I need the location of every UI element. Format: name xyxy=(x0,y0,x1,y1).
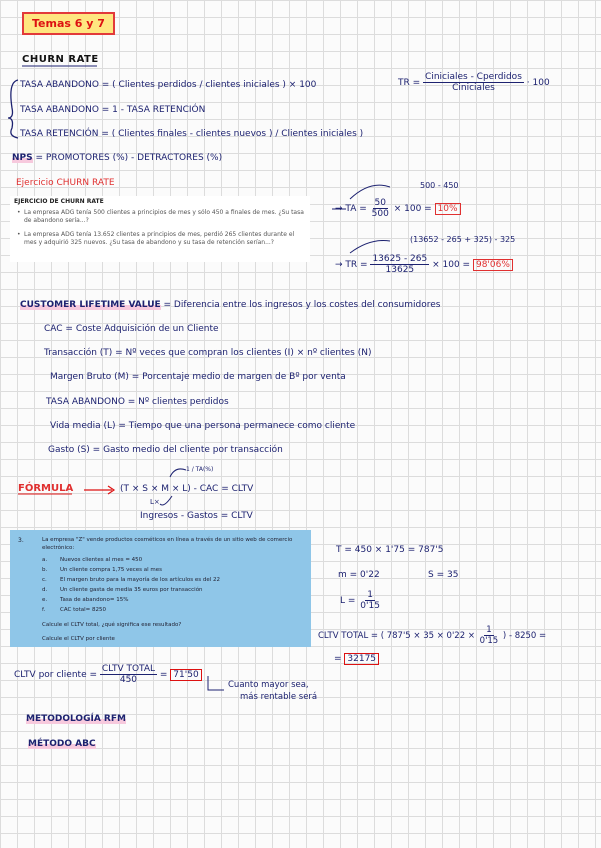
cltv-def-cac: CAC = Coste Adquisición de un Cliente xyxy=(44,324,219,334)
cltv-heading: CUSTOMER LIFETIME VALUE xyxy=(20,300,161,310)
ta-result: 10% xyxy=(435,203,461,215)
page-title: Temas 6 y 7 xyxy=(22,12,115,35)
problem-intro: La empresa "Z" vende productos cosméticos en línea a través de un sitio web de comercio electrónico: xyxy=(42,537,293,551)
arrow-right-icon: → xyxy=(335,260,343,270)
item-text: CAC total= 8250 xyxy=(60,607,107,613)
problem-panel xyxy=(10,530,311,647)
item-letter: c. xyxy=(42,577,47,583)
solution-t: T = 450 × 1'75 = 787'5 xyxy=(336,545,444,555)
churn-heading: CHURN RATE xyxy=(22,54,99,65)
total-result: 32175 xyxy=(344,653,379,665)
tr-annotation: (13652 - 265 + 325) - 325 xyxy=(410,235,516,244)
nps-body: = PROMOTORES (%) - DETRACTORES (%) xyxy=(35,153,223,163)
l-denominator: 0'15 xyxy=(360,601,380,611)
item-text: Un cliente gasta de media 35 euros por transacción xyxy=(60,587,203,593)
per-denominator: 450 xyxy=(119,675,138,685)
tr-denominator: Ciniciales xyxy=(452,83,495,93)
tr-numerator: Ciniciales - Cperdidos xyxy=(425,72,522,82)
item-letter: b. xyxy=(42,567,48,573)
exercise-label: Ejercicio CHURN RATE xyxy=(16,178,115,188)
nps-formula xyxy=(12,153,222,163)
solution-total-result-line: = 32175 xyxy=(334,654,379,664)
item-text: El margen bruto para la mayoría de los artículos es del 22 xyxy=(60,577,221,583)
tr-ex-tail: × 100 = xyxy=(432,260,471,270)
item-letter: a. xyxy=(42,557,48,563)
l-numerator: 1 xyxy=(367,590,373,600)
cltv-formula: (T × S × M × L) - CAC = CLTV xyxy=(120,484,254,494)
exercise-item-1: • La empresa ADG tenía 500 clientes a principios de mes y sólo 450 a finales de mes. ¿Su tasa de abandono sería...? xyxy=(24,209,306,225)
item-text: Tasa de abandono= 15% xyxy=(60,597,129,603)
item-letter: d. xyxy=(42,587,48,593)
solution-cltv-total xyxy=(318,625,546,646)
total-fraction-num: 1 xyxy=(486,625,492,635)
method-rfm-label: METODOLOGÍA RFM xyxy=(26,714,126,724)
l-label: L = xyxy=(340,596,356,606)
problem-item xyxy=(42,567,162,573)
tr-ex-label: TR = xyxy=(345,260,368,270)
formula-label: TASA RETENCIÓN = xyxy=(20,129,112,139)
item-text: Nuevos clientes al mes = 450 xyxy=(60,557,143,563)
method-rfm xyxy=(26,714,126,724)
item-letter: e. xyxy=(42,597,48,603)
per-result: 71'50 xyxy=(170,669,201,681)
problem-item xyxy=(42,597,128,603)
ta-label: TA = xyxy=(345,204,367,214)
method-abc xyxy=(28,739,96,749)
arrow-right-icon: → xyxy=(335,204,343,214)
exercise-panel-heading: EJERCICIO DE CHURN RATE xyxy=(14,198,104,205)
cltv-heading-line xyxy=(20,300,440,310)
item-letter: f. xyxy=(42,607,46,613)
formula-body: ( Clientes finales - clientes nuevos ) / Clientes iniciales ) xyxy=(111,129,364,139)
problem-question-2: Calcule el CLTV por cliente xyxy=(42,636,115,642)
tr-ex-result: 98'06% xyxy=(473,259,513,271)
solution-note-2: más rentable será xyxy=(240,692,318,702)
ta-numerator: 50 xyxy=(374,198,386,208)
cltv-def-abandono: TASA ABANDONO = Nº clientes perdidos xyxy=(46,397,229,407)
total-label: CLTV TOTAL = xyxy=(318,631,378,641)
per-numerator: CLTV TOTAL xyxy=(101,664,156,674)
cltv-definition: = Diferencia entre los ingresos y los costes del consumidores xyxy=(163,300,441,310)
exercise-item-2: • La empresa ADG tenía 13.652 clientes a principios de mes, perdió 265 clientes durante el mes y adquirió 325 nuevos. ¿Su tasa de abandono y su tasa de retención serían...? xyxy=(24,231,306,247)
cltv-def-margen: Margen Bruto (M) = Porcentaje medio de margen de Bº por venta xyxy=(50,372,346,382)
churn-formula-retencion xyxy=(20,129,363,139)
total-fraction-den: 0'15 xyxy=(479,636,499,646)
problem-question-1: Calcule el CLTV total, ¿qué significa ese resultado? xyxy=(42,622,182,628)
tr-formula xyxy=(398,72,550,93)
formula-below: Ingresos - Gastos = CLTV xyxy=(140,511,253,521)
formula-above: 1 / TA(%) xyxy=(186,466,214,473)
cltv-def-transaccion: Transacción (T) = Nº veces que compran los clientes (I) × nº clientes (N) xyxy=(44,348,372,358)
per-label: CLTV por cliente = xyxy=(14,670,98,680)
problem-number: 3. xyxy=(18,537,24,544)
tr-ex-denominator: 13625 xyxy=(385,265,415,275)
ta-tail: × 100 = xyxy=(393,204,432,214)
total-tail: ) - 8250 = xyxy=(500,631,547,641)
tr-tail: · 100 xyxy=(526,78,550,88)
tr-label: TR = xyxy=(398,78,421,88)
solution-note-1: Cuanto mayor sea, xyxy=(228,680,309,690)
tr-exercise-formula xyxy=(335,254,513,275)
problem-item xyxy=(42,557,142,563)
method-abc-label: MÉTODO ABC xyxy=(28,739,96,749)
tr-ex-numerator: 13625 - 265 xyxy=(372,254,428,264)
problem-item xyxy=(42,577,220,583)
churn-formula-relation: TASA ABANDONO = 1 - TASA RETENCIÓN xyxy=(20,105,206,115)
formula-label: TASA ABANDONO = xyxy=(20,80,113,90)
formula-body: ( Clientes perdidos / clientes iniciales ) × 100 xyxy=(112,80,317,90)
solution-s: S = 35 xyxy=(428,570,459,580)
solution-cltv-per-client: CLTV por cliente = $\frac{\text{CLTV TOTAL}}{450}$ = 71'50 xyxy=(14,664,202,685)
churn-formula-abandono xyxy=(20,80,316,90)
solution-l xyxy=(340,590,382,611)
ta-denominator: 500 xyxy=(371,209,389,219)
problem-item xyxy=(42,607,106,613)
exercise-panel xyxy=(10,196,310,262)
item-text: Un cliente compra 1,75 veces al mes xyxy=(60,567,163,573)
cltv-def-gasto: Gasto (S) = Gasto medio del cliente por transacción xyxy=(48,445,283,455)
solution-m: m = 0'22 xyxy=(338,570,380,580)
total-expr: ( 787'5 × 35 × 0'22 × xyxy=(380,631,478,641)
formula-label: FÓRMULA xyxy=(18,483,74,494)
ta-annotation: 500 - 450 xyxy=(420,181,459,190)
ta-formula xyxy=(335,198,461,219)
problem-item xyxy=(42,587,203,593)
formula-lx: L× xyxy=(150,498,160,506)
nps-label: NPS xyxy=(12,153,33,163)
cltv-def-vida-media: Vida media (L) = Tiempo que una persona permanece como cliente xyxy=(50,421,356,431)
